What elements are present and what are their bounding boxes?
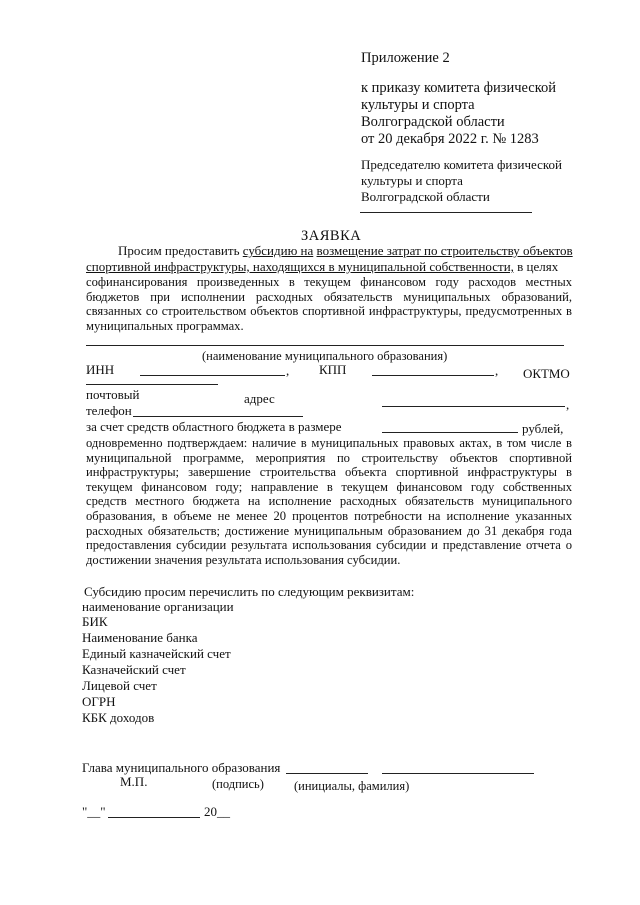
rubles-label: рублей, [522, 421, 564, 436]
initials-caption: (инициалы, фамилия) [294, 779, 410, 793]
date-day: "__" [82, 804, 106, 819]
signature-line [286, 773, 368, 774]
intro-line-2 [86, 259, 558, 275]
requisite-kbk: КБК доходов [82, 710, 155, 725]
oktmo-label: ОКТМО [523, 366, 570, 381]
requisite-treasury-account: Казначейский счет [82, 662, 186, 677]
requisite-bik: БИК [82, 614, 108, 629]
address-line [382, 406, 565, 407]
intro-text: Просим предоставить [118, 243, 243, 258]
requisites-lead: Субсидию просим перечислить по следующим реквизитам: [84, 584, 415, 599]
inn-comma: , [286, 363, 290, 378]
budget-body: одновременно подтверждаем: наличие в муниципальных правовых актах, в том числе в муниципальной программе, мероприятия по строительству объектов спортивной инфраструктуры; завершение строительства объекта спортивной инфраструктуры в текущем финансовом году; направление в текущем финансовом году собственных средств местного бюджета на исполнение расходных обязательств муниципального образования, в объеме не менее 20 процентов потребности на исполнение указанных расходных обязательств; достижение муниципальным образованием до 31 декабря года предоставления субсидии результата использования субсидии и представление отчета о достижении значения результата использования субсидии. [86, 436, 572, 567]
kpp-comma: , [495, 363, 499, 378]
budget-lead: за счет средств областного бюджета в размере [86, 419, 342, 434]
intro-underlined-1: субсидию на [242, 243, 314, 258]
requisite-bank-name: Наименование банка [82, 630, 198, 645]
inn-line [140, 375, 285, 376]
addressee-line-1: Председателю комитета физической [361, 157, 562, 172]
date-month-line [108, 817, 200, 818]
signature-caption: (подпись) [212, 777, 264, 791]
intro-text-2: в целях [513, 259, 559, 274]
order-line-1: к приказу комитета физической [361, 80, 557, 96]
requisite-personal-account: Лицевой счет [82, 678, 157, 693]
order-line-3: Волгоградской области [361, 114, 505, 130]
head-label: Глава муниципального образования [82, 760, 281, 775]
intro-rest: софинансирования произведенных в текущем финансовом году расходов местных бюджетов при исполнении расходных обязательств муниципальных образований, связанных со строительством объектов спортивной инфраструктуры, предусмотренных в муниципальных программах. [86, 275, 572, 333]
requisite-org-name: наименование организации [82, 599, 234, 614]
addressee-line-3: Волгоградской области [361, 189, 490, 204]
phone-label: телефон [86, 403, 132, 418]
postal-label: почтовый [86, 387, 140, 402]
requisite-ogrn: ОГРН [82, 694, 116, 709]
addressee-name-line [360, 212, 532, 213]
municipality-line [86, 345, 564, 346]
appendix-label: Приложение 2 [361, 50, 450, 66]
phone-line [133, 416, 303, 417]
intro-line-1 [118, 243, 573, 259]
oktmo-line [86, 384, 218, 385]
initials-line [382, 773, 534, 774]
intro-underlined-2: возмещение затрат по строительству объектов [316, 243, 573, 258]
stamp-label: М.П. [120, 774, 148, 789]
inn-label: ИНН [86, 362, 115, 377]
amount-line [382, 432, 518, 433]
kpp-line [372, 375, 494, 376]
municipality-caption: (наименование муниципального образования) [202, 349, 448, 363]
intro-underlined-3: спортивной инфраструктуры, находящихся в муниципальной собственности, [86, 259, 514, 274]
addressee-line-2: культуры и спорта [361, 173, 463, 188]
order-line-4: от 20 декабря 2022 г. № 1283 [361, 131, 539, 147]
date-year: 20__ [204, 804, 230, 819]
order-line-2: культуры и спорта [361, 97, 475, 113]
address-comma: , [566, 397, 570, 412]
document-title: ЗАЯВКА [301, 228, 362, 244]
address-label: адрес [244, 391, 275, 406]
requisite-single-account: Единый казначейский счет [82, 646, 231, 661]
kpp-label: КПП [319, 362, 347, 377]
